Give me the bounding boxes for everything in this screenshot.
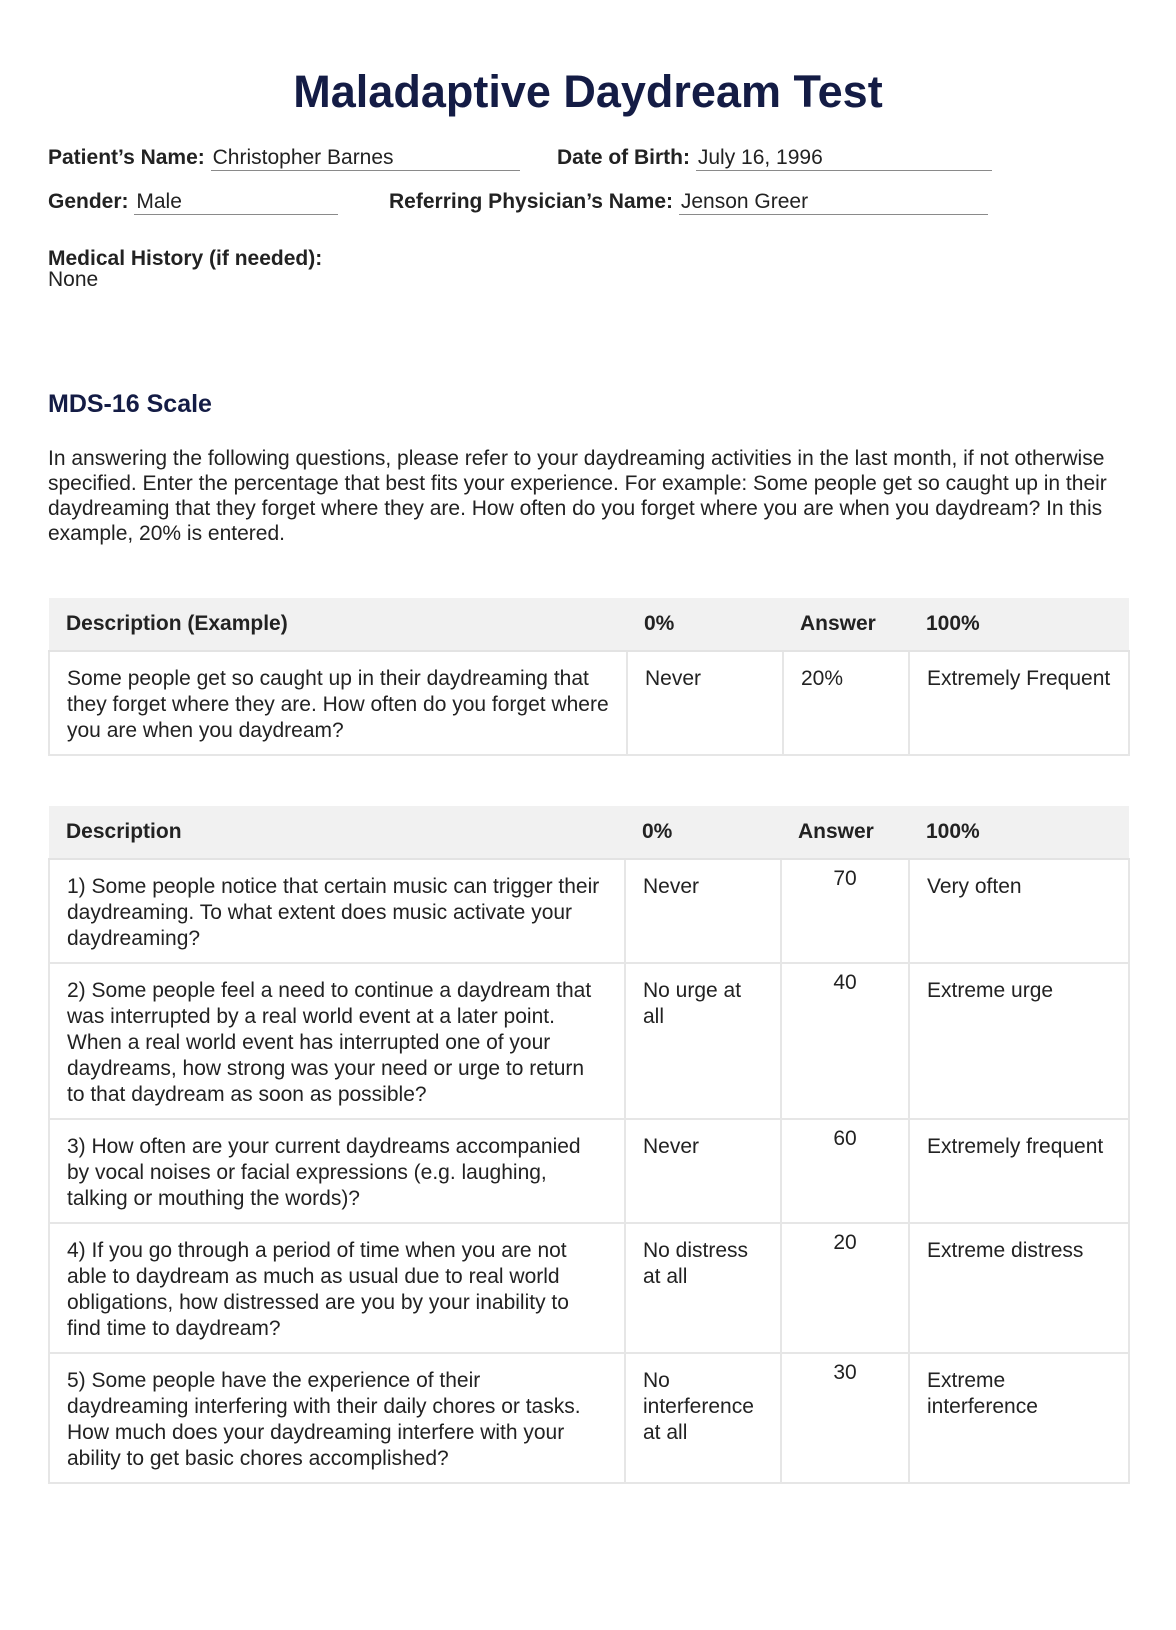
table-row: [49, 1223, 1129, 1353]
answer-cell[interactable]: 20%: [783, 651, 909, 755]
low-anchor-cell: Never: [625, 1119, 781, 1223]
patient-name-row: [48, 146, 520, 171]
gender-field[interactable]: Male: [134, 190, 338, 215]
table-row: [49, 651, 1129, 755]
answer-cell[interactable]: 20: [781, 1223, 909, 1353]
high-anchor-cell: Extremely frequent: [909, 1119, 1129, 1223]
high-anchor-cell: Extreme distress: [909, 1223, 1129, 1353]
example-table: [48, 598, 1130, 756]
low-anchor-cell: No urge at all: [625, 963, 781, 1119]
questions-table: [48, 806, 1130, 1484]
gender-row: [48, 190, 338, 215]
high-anchor-cell: Extreme urge: [909, 963, 1129, 1119]
section-title: MDS-16 Scale: [48, 390, 212, 418]
description-cell: Some people get so caught up in their daydreaming that they forget where they are. How often do you forget where you are when you daydream?: [49, 651, 627, 755]
high-anchor-cell: Extremely Frequent: [909, 651, 1129, 755]
low-anchor-cell: No distress at all: [625, 1223, 781, 1353]
medical-history-label: Medical History (if needed):: [48, 247, 323, 270]
answer-cell[interactable]: 60: [781, 1119, 909, 1223]
questions-header-row: [49, 806, 1129, 859]
answer-cell[interactable]: 70: [781, 859, 909, 963]
example-header-row: [49, 598, 1129, 651]
table-row: [49, 1119, 1129, 1223]
header-answer: Answer: [783, 598, 909, 651]
low-anchor-cell: No interference at all: [625, 1353, 781, 1483]
low-anchor-cell: Never: [627, 651, 783, 755]
answer-cell[interactable]: 30: [781, 1353, 909, 1483]
high-anchor-cell: Very often: [909, 859, 1129, 963]
header-description: Description: [49, 806, 625, 859]
header-high: 100%: [909, 806, 1129, 859]
description-cell: 1) Some people notice that certain music can trigger their daydreaming. To what extent does music activate your daydreaming?: [49, 859, 625, 963]
patient-name-label: Patient’s Name:: [48, 146, 205, 169]
medical-history-value[interactable]: None: [48, 268, 99, 291]
dob-row: [557, 146, 992, 171]
table-row: [49, 1353, 1129, 1483]
gender-label: Gender:: [48, 190, 129, 213]
description-cell: 5) Some people have the experience of their daydreaming interfering with their daily chores or tasks. How much does your daydreaming interfere with your ability to get basic chores accomplished?: [49, 1353, 625, 1483]
table-row: [49, 963, 1129, 1119]
dob-label: Date of Birth:: [557, 146, 690, 169]
header-high: 100%: [909, 598, 1129, 651]
description-cell: 4) If you go through a period of time when you are not able to daydream as much as usual due to real world obligations, how distressed are you by your inability to find time to daydream?: [49, 1223, 625, 1353]
patient-name-field[interactable]: Christopher Barnes: [211, 146, 520, 171]
description-cell: 3) How often are your current daydreams accompanied by vocal noises or facial expressions (e.g. laughing, talking or mouthing the words)?: [49, 1119, 625, 1223]
header-low: 0%: [627, 598, 783, 651]
table-row: [49, 859, 1129, 963]
description-cell: 2) Some people feel a need to continue a daydream that was interrupted by a real world event at a later point. When a real world event has interrupted one of your daydreams, how strong was your need or urge to return to that daydream as soon as possible?: [49, 963, 625, 1119]
dob-field[interactable]: July 16, 1996: [696, 146, 992, 171]
header-low: 0%: [625, 806, 781, 859]
high-anchor-cell: Extreme interference: [909, 1353, 1129, 1483]
header-answer: Answer: [781, 806, 909, 859]
instructions-text: In answering the following questions, please refer to your daydreaming activities in the last month, if not otherwise specified. Enter the percentage that best fits your experience. For example: Some people get so caught up in their daydreaming that they forget where they are. How often do you forget where you are when you daydream? In this example, 20% is entered.: [48, 447, 1107, 545]
answer-cell[interactable]: 40: [781, 963, 909, 1119]
page-title: Maladaptive Daydream Test: [293, 66, 883, 117]
physician-label: Referring Physician’s Name:: [389, 190, 673, 213]
header-description: Description (Example): [49, 598, 627, 651]
physician-row: [389, 190, 988, 215]
physician-field[interactable]: Jenson Greer: [679, 190, 988, 215]
low-anchor-cell: Never: [625, 859, 781, 963]
